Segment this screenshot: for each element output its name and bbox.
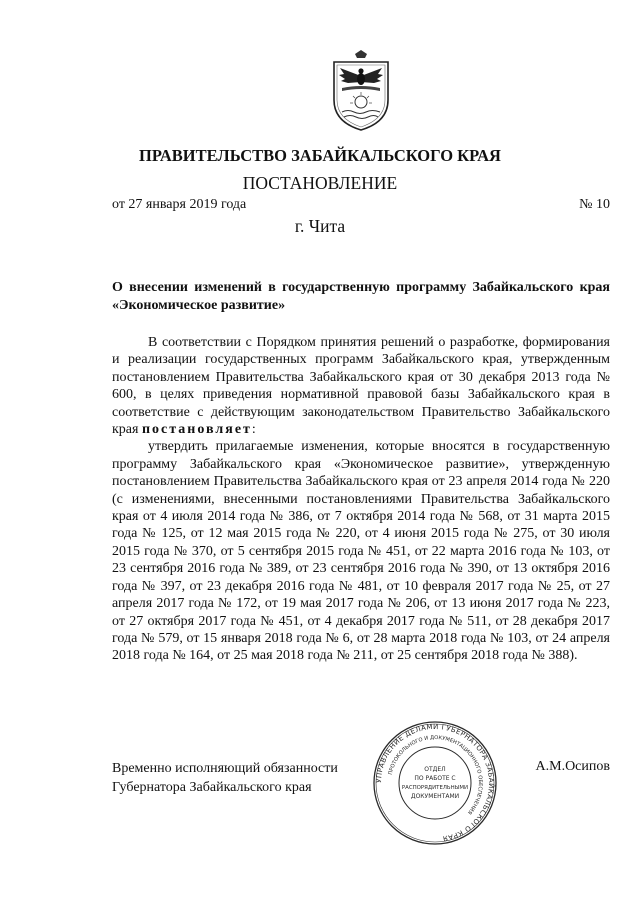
official-stamp <box>371 721 499 845</box>
stamp-center-line3: РАСПОРЯДИТЕЛЬНЫМИ <box>401 785 469 791</box>
coat-of-arms-emblem-icon <box>328 50 394 132</box>
preamble-end: : <box>251 422 256 438</box>
resolves-word: постановляет <box>141 422 252 438</box>
signer-position-line2: Губернатора Забайкальского края <box>112 780 312 795</box>
document-date: от 27 января 2019 года <box>112 197 247 212</box>
paragraph-resolution: утвердить прилагаемые изменения, которые вносятся в государственную программу Забайкальского края «Экономическое развитие», утвержденную постановлением Правительства Забайкальского края от 23 апреля 2014 года № 220 (с изменениями, внесенными постановлениями Правительства Забайкальского края от 4 июля 2014 года № 386, от 7 октября 2014 года № 568, от 31 марта 2015 года № 125, от 12 мая 2015 года № 220, от 4 июня 2015 года № 275, от 30 июля 2015 года № 370, от 5 сентября 2015 года № 451, от 22 марта 2016 года № 103, от 23 сентября 2016 года № 389, от 23 сентября 2016 года № 390, от 13 октября 2016 года № 397, от 23 декабря 2016 года № 481, от 10 февраля 2017 года № 25, от 27 апреля 2017 года № 172, от 19 мая 2017 года № 206, от 13 июня 2017 года № 223, от 27 октября 2017 года № 451, от 4 декабря 2017 года № 511, от 28 декабря 2017 года № 579, от 15 января 2018 года № 6, от 28 марта 2018 года № 103, от 24 апреля 2018 года № 164, от 25 мая 2018 года № 211, от 25 сентября 2018 года № 388). <box>112 439 610 664</box>
stamp-center-line1: ОТДЕЛ <box>424 766 446 773</box>
document-title: О внесении изменений в государственную программу Забайкальского края «Экономическое развитие» <box>112 280 610 313</box>
document-body <box>112 334 610 665</box>
stamp-inner-text: ПРОТОКОЛЬНОГО И ДОКУМЕНТАЦИОННОГО ОБЕСПЕЧЕНИЯ <box>387 734 484 816</box>
signer-name: А.М.Осипов <box>535 759 610 774</box>
stamp-outer-text: УПРАВЛЕНИЕ ДЕЛАМИ ГУБЕРНАТОРА ЗАБАЙКАЛЬСКОГО КРАЯ <box>374 722 496 843</box>
document-number: № 10 <box>579 197 610 212</box>
signer-position <box>112 759 338 797</box>
document-type: ПОСТАНОВЛЕНИЕ <box>242 173 398 193</box>
signer-position-line1: Временно исполняющий обязанности <box>112 761 338 776</box>
stamp-center-line2: ПО РАБОТЕ С <box>414 775 456 782</box>
preamble-text: В соответствии с Порядком принятия решений о разработке, формирования и реализации государственных программ Забайкальского края, утвержденным постановлением Правительства Забайкальского края от 30 декабря 2013 года № 600, в целях приведения нормативной правовой базы Забайкальского края в соответствие с действующим законодательством Правительство Забайкальского края <box>112 335 610 438</box>
paragraph-preamble <box>112 334 610 438</box>
document-city: г. Чита <box>294 216 346 236</box>
stamp-center-line4: ДОКУМЕНТАМИ <box>410 793 460 800</box>
organization-name: ПРАВИТЕЛЬСТВО ЗАБАЙКАЛЬСКОГО КРАЯ <box>139 146 501 165</box>
